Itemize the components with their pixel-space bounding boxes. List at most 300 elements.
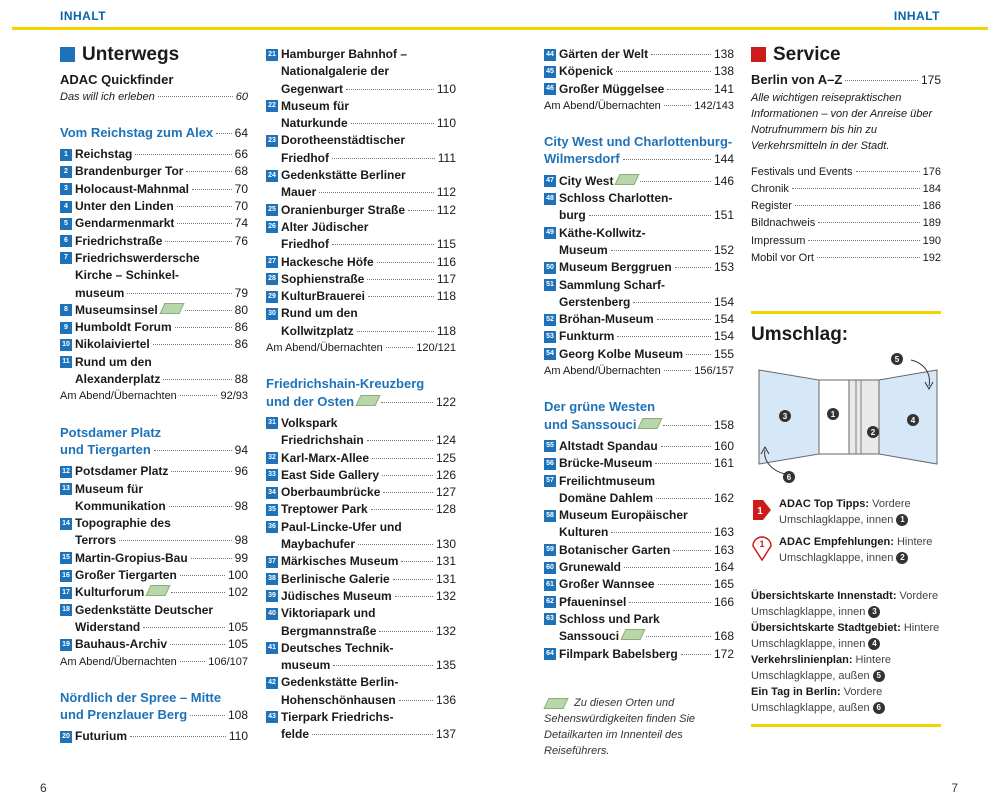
toc-entry[interactable] [544, 173, 734, 190]
diagram-label-2: 2 [870, 427, 876, 437]
entry-page: 166 [713, 594, 734, 609]
entry-number-badge: 56 [544, 458, 556, 470]
entry-number-badge: 59 [544, 544, 556, 556]
entry-number-badge: 61 [544, 579, 556, 591]
entry-number-badge: 38 [266, 573, 278, 585]
entry-number-badge: 40 [266, 608, 278, 620]
entry-number-badge: 31 [266, 417, 278, 429]
toc-entry[interactable] [60, 550, 248, 567]
map-icon [620, 629, 645, 640]
toc-entry[interactable] [544, 259, 734, 276]
entry-page: 160 [713, 438, 734, 453]
header-label-right: INHALT [893, 9, 940, 23]
entry-page: 151 [713, 208, 734, 223]
toc-entry[interactable] [60, 481, 248, 516]
toc-entry[interactable] [266, 271, 456, 288]
toc-entry[interactable] [266, 254, 456, 271]
entry-page: 162 [713, 490, 734, 505]
chapter-reichstag[interactable]: Vom Reichstag zum Alex 64 [60, 124, 248, 140]
toc-entry[interactable] [266, 709, 456, 744]
service-entry[interactable]: Festivals und Events 176 [751, 165, 941, 178]
entry-title: Köpenick [559, 64, 614, 79]
overview-entry: Verkehrslinienplan: Hintere Umschlagklappe, außen 5 [751, 653, 892, 682]
toc-entry[interactable] [266, 605, 456, 640]
entry-page: 105 [227, 619, 248, 634]
entry-page: 136 [435, 692, 456, 707]
toc-entry[interactable] [60, 302, 248, 319]
column-1 [60, 46, 248, 746]
toc-entry[interactable] [60, 319, 248, 336]
flap-number-badge: 5 [873, 670, 885, 682]
yellow-divider-bottom [751, 724, 941, 727]
toc-entry[interactable] [266, 202, 456, 219]
entry-title: museum [75, 285, 125, 300]
chapter-gruener-westen[interactable]: Der grüne Westen und Sanssouci 158 [544, 399, 734, 432]
toc-entry[interactable] [266, 484, 456, 501]
entry-title: Gegenwart [281, 81, 344, 96]
toc-entry[interactable] [544, 46, 734, 63]
toc-entry[interactable] [60, 728, 248, 745]
entry-page: 131 [435, 571, 456, 586]
entry-title: Hackesche Höfe [281, 254, 374, 269]
entry-title: Bröhan-Museum [559, 312, 654, 327]
entry-number-badge: 43 [266, 711, 278, 723]
entry-number-badge: 5 [60, 218, 72, 230]
overview-maps [751, 588, 941, 716]
entry-number-badge: 21 [266, 49, 278, 61]
entry-number-badge: 15 [60, 552, 72, 564]
entry-title: Bergmannstraße [281, 623, 377, 638]
entry-title: City West [559, 173, 614, 188]
entry-page: 163 [713, 542, 734, 557]
entry-page: 131 [435, 554, 456, 569]
toc-entry[interactable] [60, 250, 248, 302]
entry-title-line: Friedrichswerdersche [75, 250, 200, 265]
entry-number-badge: 24 [266, 170, 278, 182]
entry-page: 70 [234, 181, 248, 196]
entry-number-badge: 3 [60, 183, 72, 195]
entry-page: 102 [227, 585, 248, 600]
list-city-west [544, 173, 734, 363]
entry-title-line: Rund um den [281, 306, 358, 321]
entry-title-line: Sammlung Scharf- [559, 277, 666, 292]
toc-entry[interactable] [544, 473, 734, 508]
entry-title: Pfaueninsel [559, 594, 627, 609]
entry-page: 110 [228, 729, 248, 744]
entry-title-line: Viktoriapark und [281, 606, 376, 621]
entry-number-badge: 7 [60, 252, 72, 264]
toc-entry[interactable] [544, 311, 734, 328]
entry-title: Mauer [281, 185, 317, 200]
entry-number-badge: 8 [60, 304, 72, 316]
overview-entry: Übersichtskarte Innenstadt: Vordere Umschlagklappe, innen 3 [751, 589, 939, 618]
toc-entry[interactable] [266, 98, 456, 133]
entry-number-badge: 50 [544, 262, 556, 274]
entry-title: Oranienburger Straße [281, 202, 406, 217]
entry-number-badge: 19 [60, 639, 72, 651]
entry-number-badge: 23 [266, 135, 278, 147]
entry-page: 112 [436, 202, 456, 217]
toc-entry[interactable] [544, 576, 734, 593]
entry-title: Georg Kolbe Museum [559, 346, 684, 361]
entry-page: 161 [713, 456, 734, 471]
toc-entry[interactable] [544, 455, 734, 472]
toc-entry[interactable] [544, 346, 734, 363]
entry-title-line: Museum für [75, 481, 144, 496]
toc-entry[interactable] [60, 567, 248, 584]
entry-page: 98 [234, 498, 248, 513]
entry-number-badge: 36 [266, 521, 278, 533]
toc-entry[interactable] [544, 646, 734, 663]
entry-page: 153 [713, 260, 734, 275]
empfehlungen-note: 1 ADAC Empfehlungen: Hintere Umschlagklappe, innen 2 [751, 534, 941, 566]
entry-title-line: Gedenkstätte Berlin- [281, 675, 399, 690]
toc-entry[interactable] [60, 354, 248, 389]
entry-page: 96 [234, 464, 248, 479]
toc-entry[interactable] [266, 450, 456, 467]
entry-title: Kulturen [559, 525, 609, 540]
entry-page: 146 [713, 173, 734, 188]
entry-page: 135 [435, 658, 456, 673]
entry-title: museum [281, 658, 331, 673]
entry-number-badge: 33 [266, 469, 278, 481]
toc-entry[interactable] [60, 602, 248, 637]
entry-number-badge: 20 [60, 731, 72, 743]
entry-page: 115 [436, 237, 456, 252]
toc-entry[interactable] [544, 277, 734, 312]
toc-entry[interactable] [60, 515, 248, 550]
quickfinder-entry[interactable]: Das will ich erleben 60 [60, 90, 248, 103]
entry-title: East Side Gallery [281, 467, 380, 482]
toc-entry[interactable] [544, 328, 734, 345]
berlin-az-desc: Alle wichtigen reisepraktischen Informationen – von der Anreise über Notrufnummern bis hin zu Verkehrsmitteln in der Stadt. [751, 91, 933, 152]
toc-entry[interactable] [60, 233, 248, 250]
section-title: Unterwegs [82, 44, 180, 65]
entry-page: 88 [234, 372, 248, 387]
entry-page: 165 [713, 577, 734, 592]
entry-page: 105 [227, 637, 248, 652]
toc-entry[interactable] [266, 219, 456, 254]
entry-number-badge: 13 [60, 483, 72, 495]
entry-number-badge: 32 [266, 452, 278, 464]
entry-number-badge: 49 [544, 227, 556, 239]
entry-title: Museum Berggruen [559, 260, 672, 275]
diagram-label-1: 1 [830, 409, 836, 419]
entry-page: 79 [234, 285, 248, 300]
diagram-label-6: 6 [786, 472, 792, 482]
list-mitte-cont [266, 46, 456, 340]
toc-entry[interactable] [266, 46, 456, 98]
entry-page: 132 [435, 588, 456, 603]
toc-entry[interactable] [266, 305, 456, 340]
toc-entry[interactable] [544, 559, 734, 576]
entry-title-line: Tierpark Friedrichs- [281, 709, 394, 724]
umschlag-title: Umschlag: [751, 324, 849, 346]
list-service [751, 164, 941, 268]
entry-page: 132 [435, 623, 456, 638]
empfehlung-pin-icon [751, 534, 773, 562]
entry-title: Bauhaus-Archiv [75, 637, 168, 652]
entry-number-badge: 29 [266, 291, 278, 303]
overview-entry: Ein Tag in Berlin: Vordere Umschlagklappe, außen 6 [751, 684, 941, 716]
service-entry[interactable]: Impressum 190 [751, 234, 941, 247]
evening-entry[interactable]: Am Abend/Übernachten 106/107 [60, 655, 248, 668]
entry-title: KulturBrauerei [281, 289, 366, 304]
map-icon [159, 303, 184, 314]
entry-number-badge: 48 [544, 193, 556, 205]
toc-entry[interactable] [60, 215, 248, 232]
list-gruener-westen [544, 438, 734, 663]
entry-number-badge: 11 [60, 356, 72, 368]
toc-entry[interactable] [60, 181, 248, 198]
entry-page: 124 [435, 433, 456, 448]
chapter-spree[interactable]: Nördlich der Spree – Mitte und Prenzlauer Berg 108 [60, 689, 248, 723]
entry-number-badge: 35 [266, 504, 278, 516]
entry-number-badge: 37 [266, 556, 278, 568]
entry-title-line: Käthe-Kollwitz- [559, 225, 646, 240]
entry-title-line: Schloss Charlotten- [559, 191, 673, 206]
entry-page: 66 [234, 147, 248, 162]
entry-page: 68 [234, 164, 248, 179]
entry-number-badge: 51 [544, 279, 556, 291]
entry-title: Märkisches Museum [281, 554, 399, 569]
entry-title: Altstadt Spandau [559, 438, 658, 453]
service-entry[interactable]: Bildnachweis 189 [751, 217, 941, 230]
entry-page: 74 [234, 216, 248, 231]
entry-title: Humboldt Forum [75, 320, 172, 335]
entry-number-badge: 46 [544, 83, 556, 95]
entry-number-badge: 45 [544, 66, 556, 78]
entry-title: Naturkunde [281, 116, 348, 131]
toc-entry[interactable] [60, 636, 248, 653]
entry-title: burg [559, 208, 586, 223]
service-entry[interactable]: Mobil vor Ort 192 [751, 252, 941, 265]
entry-number-badge: 42 [266, 677, 278, 689]
evening-entry[interactable]: Am Abend/Übernachten 142/143 [544, 99, 734, 112]
section-service-heading [751, 46, 941, 63]
entry-title-line: Kirche – Schinkel- [75, 268, 180, 283]
diagram-label-4: 4 [910, 415, 916, 425]
toc-entry[interactable] [266, 553, 456, 570]
toc-entry[interactable] [60, 146, 248, 163]
evening-entry[interactable]: Am Abend/Übernachten 92/93 [60, 390, 248, 403]
entry-number-badge: 44 [544, 49, 556, 61]
entry-title: Potsdamer Platz [75, 464, 169, 479]
toc-entry[interactable] [266, 415, 456, 450]
entry-title: Gendarmenmarkt [75, 216, 175, 231]
toc-entry[interactable] [60, 584, 248, 601]
flap-number-badge: 6 [873, 702, 885, 714]
entry-title: Hohenschönhausen [281, 692, 396, 707]
entry-number-badge: 22 [266, 100, 278, 112]
entry-page: 154 [713, 329, 734, 344]
entry-page: 126 [435, 467, 456, 482]
entry-page: 168 [713, 629, 734, 644]
entry-page: 127 [435, 485, 456, 500]
entry-title: Sanssouci [559, 629, 620, 644]
entry-title: Alexanderplatz [75, 372, 161, 387]
detail-map-note: Zu diesen Orten und Sehenswürdigkeiten finden Sie Detailkarten im Innenteil des Reiseführers. [544, 697, 696, 757]
entry-title: felde [281, 727, 310, 742]
toc-entry[interactable] [544, 438, 734, 455]
flap-number-badge: 4 [868, 638, 880, 650]
entry-page: 110 [436, 81, 456, 96]
list-spree [60, 728, 248, 745]
toc-entry[interactable] [266, 674, 456, 709]
entry-title-line: Alter Jüdischer [281, 219, 369, 234]
evening-entry[interactable]: Am Abend/Übernachten 156/157 [544, 365, 734, 378]
entry-number-badge: 16 [60, 570, 72, 582]
toc-entry[interactable] [544, 611, 734, 646]
entry-title: Maybachufer [281, 537, 356, 552]
toc-entry[interactable] [544, 507, 734, 542]
service-entry[interactable]: Chronik 184 [751, 182, 941, 195]
entry-number-badge: 26 [266, 221, 278, 233]
chapter-potsdamer[interactable]: Potsdamer Platz und Tiergarten 94 [60, 424, 248, 457]
entry-title: Großer Müggelsee [559, 81, 665, 96]
toc-entry[interactable] [60, 336, 248, 353]
entry-title: Funkturm [559, 329, 615, 344]
entry-title-line: Museum für [281, 98, 350, 113]
yellow-divider [751, 311, 941, 314]
entry-page: 76 [234, 233, 248, 248]
toc-entry[interactable] [544, 190, 734, 225]
entry-page: 130 [435, 537, 456, 552]
toc-entry[interactable] [266, 167, 456, 202]
entry-page: 86 [234, 337, 248, 352]
entry-page: 99 [234, 550, 248, 565]
page-number-right: 7 [951, 781, 958, 795]
entry-number-badge: 52 [544, 314, 556, 326]
entry-title-line: Schloss und Park [559, 611, 660, 626]
toc-entry[interactable] [544, 594, 734, 611]
entry-page: 125 [435, 450, 456, 465]
entry-number-badge: 47 [544, 175, 556, 187]
toc-entry[interactable] [266, 467, 456, 484]
toc-entry[interactable] [266, 640, 456, 675]
header-rule [12, 27, 988, 30]
entry-number-badge: 34 [266, 487, 278, 499]
entry-number-badge: 1 [60, 149, 72, 161]
entry-title: Sophienstraße [281, 271, 365, 286]
entry-number-badge: 30 [266, 308, 278, 320]
entry-page: 118 [436, 323, 456, 338]
entry-title: Domäne Dahlem [559, 490, 654, 505]
entry-title-line: Topographie des [75, 516, 171, 531]
entry-page: 138 [713, 64, 734, 79]
toc-entry[interactable] [266, 588, 456, 605]
entry-page: 117 [436, 271, 456, 286]
entry-title-line: Paul-Lincke-Ufer und [281, 519, 402, 534]
entry-title: Unter den Linden [75, 199, 174, 214]
toc-entry[interactable] [266, 519, 456, 554]
list-potsdamer [60, 463, 248, 653]
entry-number-badge: 6 [60, 235, 72, 247]
map-icon [146, 585, 171, 596]
entry-title-line: Deutsches Technik- [281, 640, 394, 655]
entry-page: 118 [436, 289, 456, 304]
map-icon [638, 418, 663, 429]
chapter-friedrichshain[interactable]: Friedrichshain-Kreuzberg und der Osten 122 [266, 376, 456, 409]
entry-number-badge: 9 [60, 322, 72, 334]
entry-title: Großer Tiergarten [75, 568, 177, 583]
entry-number-badge: 62 [544, 596, 556, 608]
entry-title: Widerstand [75, 619, 141, 634]
berlin-az-entry[interactable]: Berlin von A–Z 175 [751, 72, 941, 88]
entry-number-badge: 58 [544, 510, 556, 522]
entry-title: Museumsinsel [75, 302, 158, 317]
entry-number-badge: 57 [544, 475, 556, 487]
entry-title: Gerstenberg [559, 294, 631, 309]
entry-title: Berlinische Galerie [281, 571, 390, 586]
toc-entry[interactable] [266, 571, 456, 588]
entry-title: Jüdisches Museum [281, 588, 392, 603]
toc-entry[interactable] [60, 163, 248, 180]
entry-title: Nikolaiviertel [75, 337, 150, 352]
column-2 [266, 46, 456, 744]
entry-number-badge: 10 [60, 339, 72, 351]
toc-entry[interactable] [60, 198, 248, 215]
flap-number-badge: 3 [868, 606, 880, 618]
entry-page: 112 [436, 185, 456, 200]
entry-title: Filmpark Babelsberg [559, 646, 678, 661]
entry-title-line: Museum Europäischer [559, 508, 688, 523]
entry-number-badge: 17 [60, 587, 72, 599]
entry-page: 164 [713, 560, 734, 575]
entry-title: Futurium [75, 729, 127, 744]
entry-title: Friedrichstraße [75, 233, 163, 248]
entry-title-line: Freilichtmuseum [559, 473, 656, 488]
entry-number-badge: 28 [266, 273, 278, 285]
entry-title: Grunewald [559, 560, 622, 575]
svg-text:1: 1 [757, 505, 763, 517]
toc-entry[interactable] [266, 501, 456, 518]
entry-title-line: Gedenkstätte Berliner [281, 168, 406, 183]
entry-number-badge: 39 [266, 590, 278, 602]
svg-text:1: 1 [759, 538, 765, 549]
column-4 [751, 46, 941, 727]
entry-title: Großer Wannsee [559, 577, 655, 592]
chapter-city-west[interactable]: City West und Charlottenburg- Wilmersdorf 144 [544, 134, 734, 167]
toc-entry[interactable] [544, 542, 734, 559]
overview-entry: Übersichtskarte Stadtgebiet: Hintere Umschlagklappe, innen 4 [751, 621, 940, 650]
toc-entry[interactable] [60, 463, 248, 480]
entry-page: 154 [713, 312, 734, 327]
toc-entry[interactable] [544, 225, 734, 260]
toc-entry[interactable] [266, 288, 456, 305]
evening-entry[interactable]: Am Abend/Übernachten 120/121 [266, 342, 456, 355]
entry-title: Karl-Marx-Allee [281, 450, 370, 465]
toc-entry[interactable] [266, 132, 456, 167]
map-icon [356, 395, 381, 406]
entry-title-line: Hamburger Bahnhof – [281, 47, 408, 61]
entry-page: 86 [234, 320, 248, 335]
entry-page: 80 [234, 302, 248, 317]
entry-page: 128 [435, 502, 456, 517]
toc-entry[interactable] [544, 63, 734, 80]
service-entry[interactable]: Register 186 [751, 200, 941, 213]
entry-page: 100 [227, 568, 248, 583]
entry-page: 138 [713, 47, 734, 61]
entry-number-badge: 12 [60, 466, 72, 478]
entry-page: 98 [234, 533, 248, 548]
list-osten-cont [544, 46, 734, 98]
entry-title: Kommunikation [75, 498, 166, 513]
toc-entry[interactable] [544, 81, 734, 98]
entry-number-badge: 27 [266, 256, 278, 268]
entry-title: Gärten der Welt [559, 47, 649, 61]
entry-page: 152 [713, 242, 734, 257]
